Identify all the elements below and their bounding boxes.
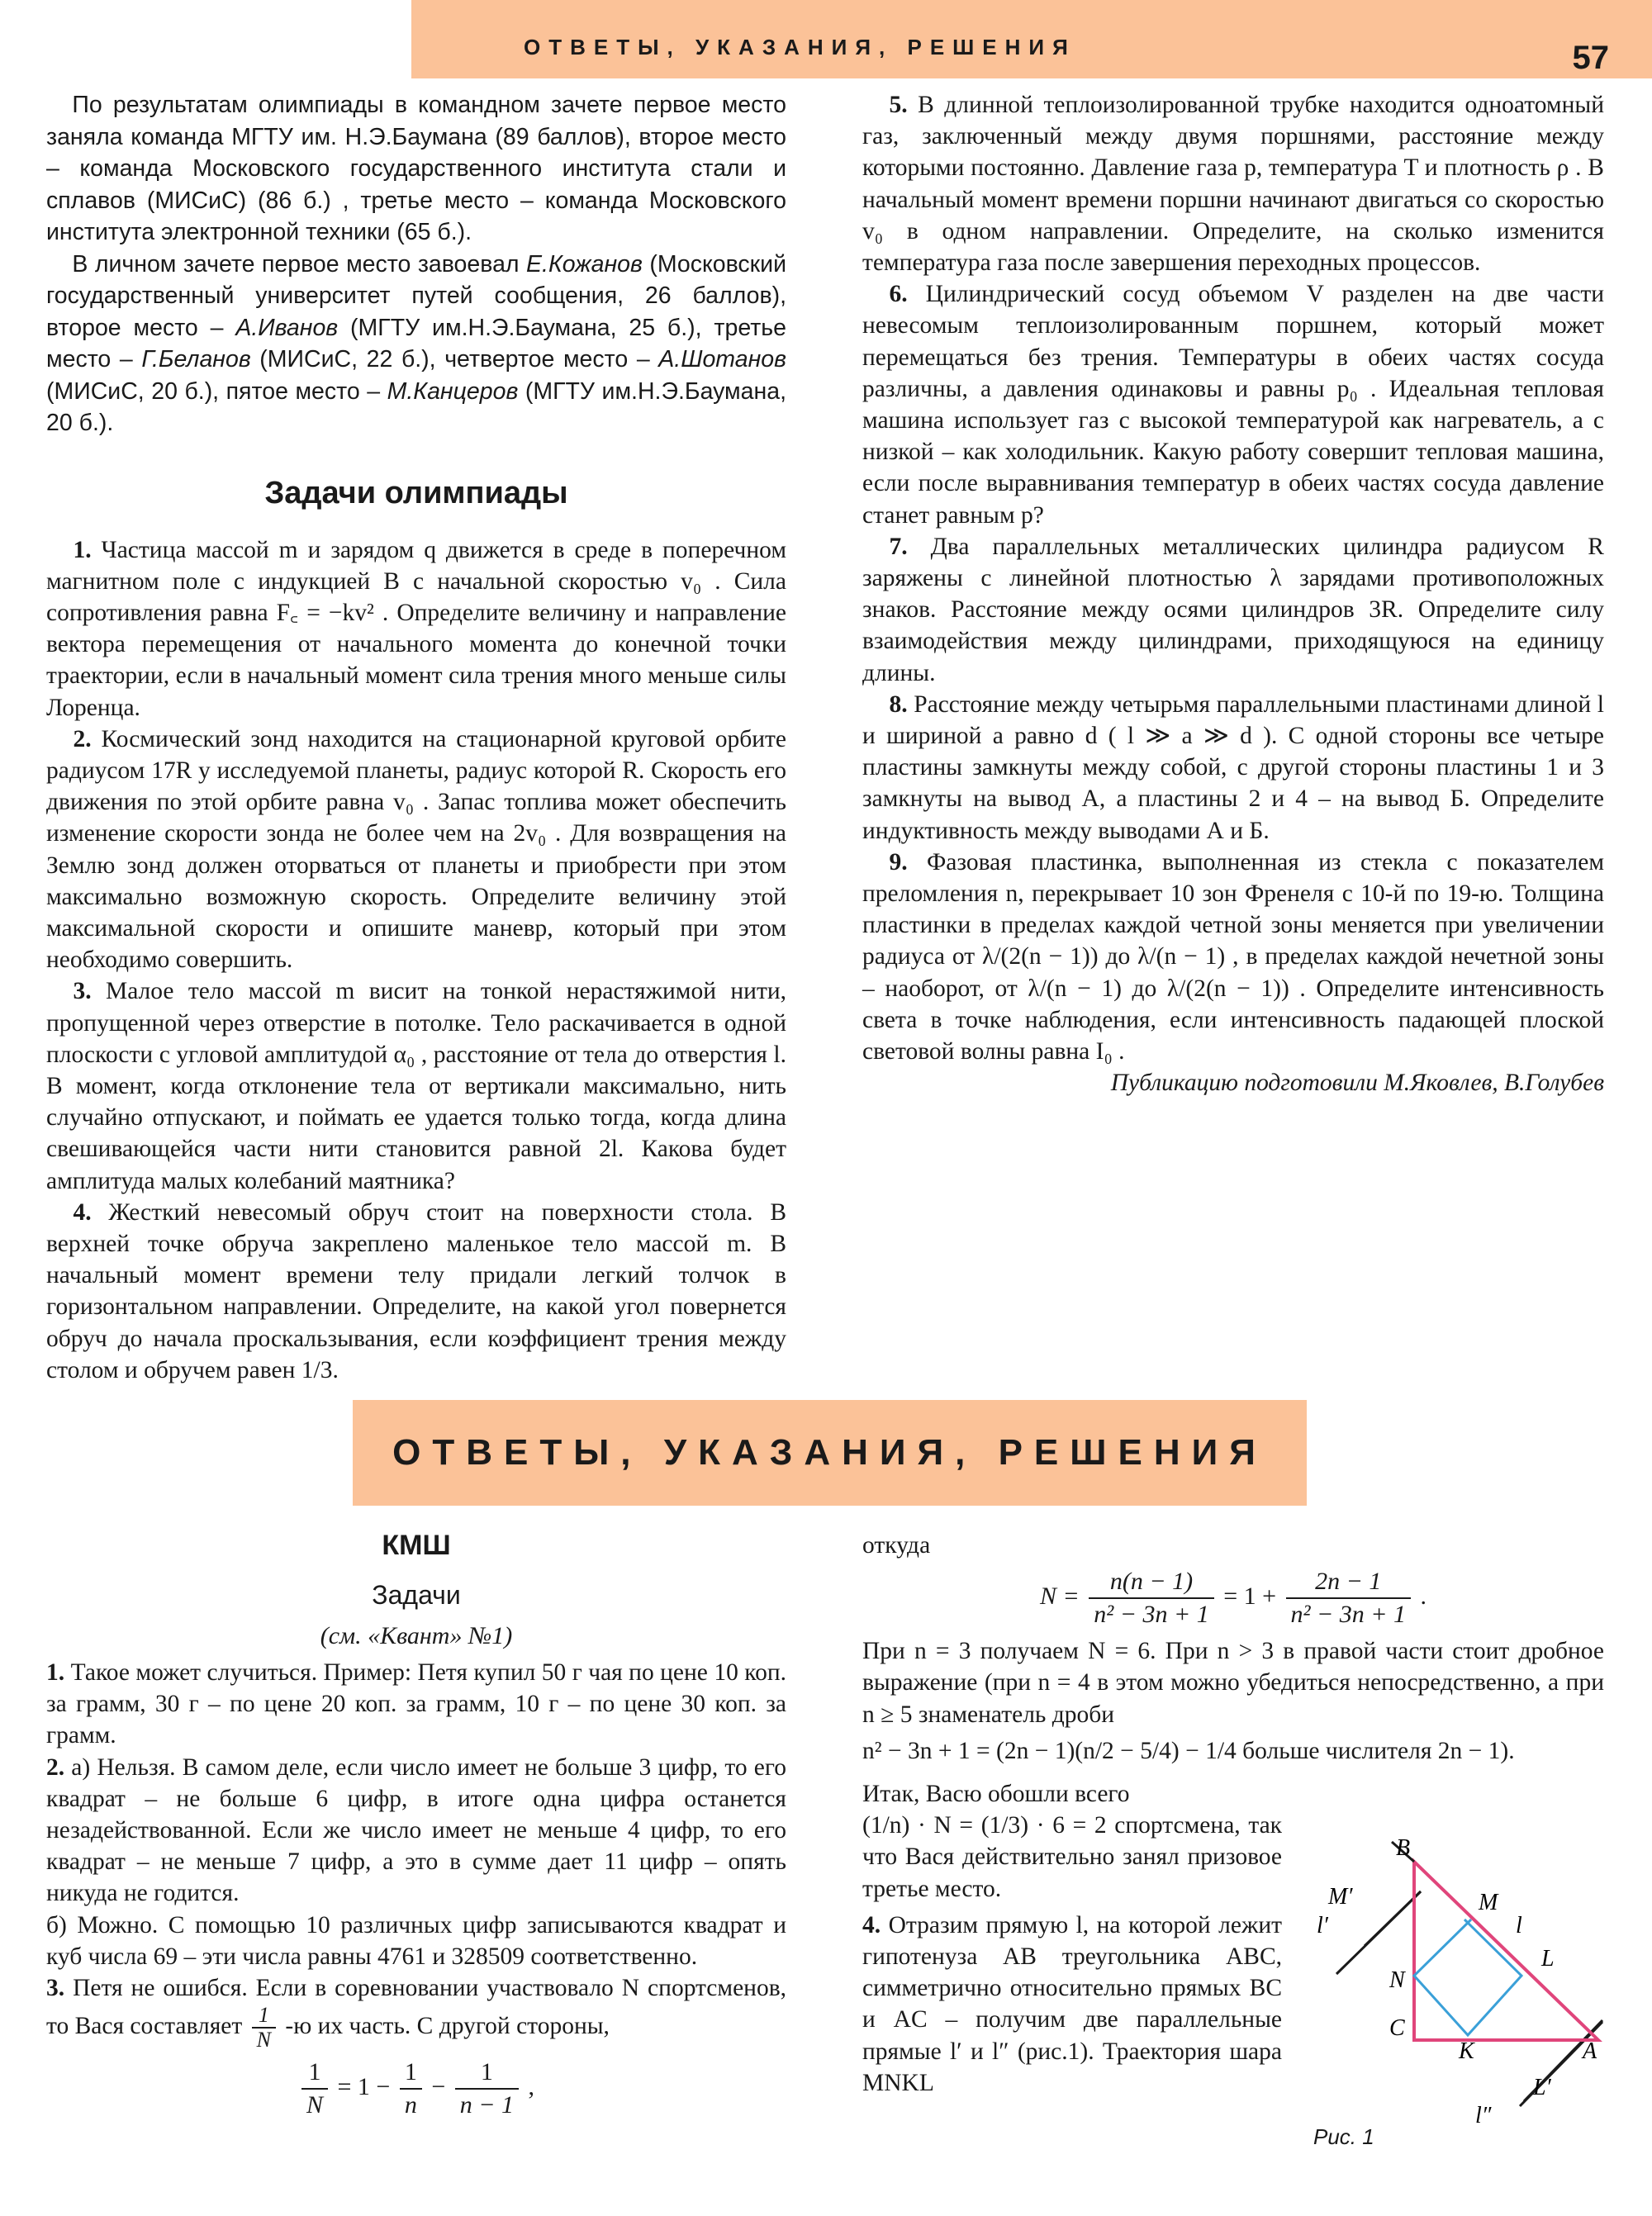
fraction-numerator: 1	[480, 2058, 493, 2086]
problem-number: 1.	[73, 536, 92, 563]
problem-2	[46, 724, 786, 976]
fraction-numerator: n(n − 1)	[1109, 1568, 1194, 1596]
problem-8	[862, 689, 1604, 847]
winner-name: Е.Кожанов	[526, 250, 643, 278]
answer-1	[46, 1657, 786, 1752]
tasks-heading: Задачи	[372, 1580, 461, 1610]
otkuda-text: откуда	[862, 1532, 931, 1559]
answer-2b: б) Можно. С помощью 10 различных цифр записываются квадрат и куб числа 69 – эти числа равны 4761 и 328509 соответственно.	[46, 1911, 786, 1970]
label-K: K	[1459, 2038, 1474, 2064]
problem-text: Фазовая пластинка, выполненная из стекла с показателем преломления n, перекрывает 10 зон Френеля с 10-й по 19-ю. Толщина пластинки в пределах каждой четной зоны меняется при увеличении радиуса от λ/(2(n − 1)) до λ/(n − 1) , в пределах каждой нечетной зоны – наоборот, от λ/(n − 1) до λ/(2(n − 1)) . Определите интенсивность света в точке наблюдения, если интенсивность падающей плоской световой волны равна I₀ .	[862, 848, 1604, 1065]
figure-caption: Рис. 1	[1313, 2124, 1374, 2149]
label-L-prime: L′	[1533, 2075, 1551, 2100]
header-banner	[411, 0, 1652, 78]
problem-text: Жесткий невесомый обруч стоит на поверхности стола. В верхней точке обруча закреплено маленькое тело массой m. В начальный момент времени телу придали легкий толчок в горизонтальном направлении. Определите, на какой угол повернется обруч до начала проскальзывания, если коэффициент трения между столом и обручем равен 1/3.	[46, 1198, 787, 1383]
header-section-title: ОТВЕТЫ, УКАЗАНИЯ, РЕШЕНИЯ	[524, 35, 1076, 59]
results-text: (Московский государственный университет путей сообщения, 26 баллов), второе место –	[46, 250, 786, 341]
fraction	[400, 2057, 422, 2121]
equation-2	[862, 1566, 1604, 1630]
problem-text: Цилиндрический сосуд объемом V разделен на две части невесомым теплоизолированным поршнем, который может перемещаться без трения. Температуры в обеих частях сосуда различны, а давления одинаковы и равны p₀ . Идеальная тепловая машина использует газ с высокой температурой как нагреватель, а с низкой – как холодильник. Какую работу совершит тепловая машина, если после выравнивания температур в обеих частях сосуда давление станет равным p?	[862, 281, 1604, 529]
text-beside-figure	[862, 1778, 1282, 2099]
equation-punctuation: .	[1420, 1583, 1427, 1611]
issue-reference: (см. «Квант» №1)	[320, 1622, 513, 1649]
equation-lhs: N =	[1039, 1583, 1080, 1611]
answer-2a	[46, 1752, 786, 1910]
left-column-upper	[46, 89, 786, 1386]
answer-3-summary: Итак, Васю обошли всего	[862, 1781, 1130, 1808]
fraction-numerator: 1	[404, 2058, 417, 2086]
problem-1	[46, 534, 786, 724]
problem-7	[862, 531, 1604, 689]
fraction	[1089, 1566, 1213, 1630]
problem-text: В длинной теплоизолированной трубке находится одноатомный газ, заключенный между двумя поршнями, расстояние между которыми постоянно. Давление газа p, температура T и плотность ρ . В начальный момент времени поршни начинают двигаться со скоростью v₀ в одном направлении. Определите, на сколько изменится температура газа после завершения переходных процессов.	[862, 92, 1604, 277]
problem-5	[862, 89, 1604, 278]
publication-signature: Публикацию подготовили М.Яковлев, В.Голубев	[1110, 1070, 1604, 1097]
left-column-lower	[46, 1530, 786, 2126]
answer-4	[862, 1910, 1282, 2099]
fraction-denominator: n² − 3n + 1	[1286, 1597, 1411, 1630]
fraction-numerator: 1	[308, 2058, 321, 2086]
answer-3	[46, 1972, 786, 2052]
problem-number: 7.	[889, 533, 908, 560]
winner-name: Г.Беланов	[141, 346, 251, 372]
problem-number: 2.	[73, 725, 92, 752]
answer-number: 4.	[862, 1911, 881, 1938]
results-text: (МГТУ им.Н.Э.Баумана, 20 б.).	[46, 377, 786, 436]
label-M: M	[1479, 1890, 1498, 1915]
answer-number: 3.	[46, 1975, 65, 2002]
fraction-denominator: n − 1	[455, 2088, 519, 2121]
results-text: (МГТУ им.Н.Э.Баумана, 25 б.), третье место –	[46, 314, 786, 372]
problem-text: Частица массой m и зарядом q движется в среде в поперечном магнитном поле с индукцией B с начальной скоростью v₀ . Сила сопротивления равна F꜀ = −kv² . Определите величину и направление вектора перемещения от начального момента до конечной точки траектории, если в начальный момент сила трения много меньше силы Лоренца.	[46, 536, 787, 721]
answer-3-result: (1/n) · N = (1/3) · 6 = 2 спортсмена, так что Вася действительно занял призовое третье место.	[862, 1812, 1282, 1902]
problem-text: Малое тело массой m висит на тонкой нерастяжимой нити, пропущенной через отверстие в потолке. Тело раскачивается в одной плоскости с угловой амплитудой α₀ , расстояние от тела до отверстия l. В момент, когда отклонение тела от вертикали максимально, нить случайно отпускают, и поймать ее удается только тогда, когда длина свешивающейся части нити становится равной 2l. Какова будет амплитуда малых колебаний маятника?	[46, 978, 787, 1194]
results-paragraph-individual	[46, 249, 786, 439]
label-A: A	[1583, 2038, 1597, 2064]
problem-4	[46, 1197, 786, 1386]
label-C: C	[1389, 2015, 1405, 2041]
problem-text: Расстояние между четырьмя параллельными пластинами длиной l и шириной a равно d ( l ≫ a ≫ d ). С одной стороны все четыре пластины замкнуты между собой, с другой стороны пластины 1 и 3 замкнуты на вывод А, а пластины 2 и 4 – на вывод Б. Определите индуктивность между выводами А и Б.	[862, 690, 1605, 844]
label-l: l	[1516, 1913, 1522, 1938]
fraction-denominator: N	[301, 2088, 328, 2121]
line-l-lower	[1520, 2022, 1602, 2106]
equation-punctuation: ,	[528, 2073, 535, 2101]
olympiad-heading: Задачи олимпиады	[264, 475, 568, 510]
problem-6	[862, 278, 1604, 531]
problem-number: 6.	[889, 281, 908, 308]
ball-trajectory	[1414, 1919, 1521, 2035]
problem-number: 5.	[889, 92, 908, 118]
equation-1	[46, 2057, 786, 2121]
results-block	[46, 89, 786, 439]
answers-banner: ОТВЕТЫ, УКАЗАНИЯ, РЕШЕНИЯ	[353, 1400, 1307, 1506]
problem-number: 8.	[889, 690, 908, 718]
winner-name: А.Шотанов	[658, 346, 786, 372]
results-text: В личном зачете первое место завоевал	[72, 250, 527, 278]
equation-operator: = 1 +	[1223, 1583, 1277, 1611]
results-text: (МИСиС, 20 б.), пятое место –	[46, 377, 387, 405]
answer-text: -ю их часть. С другой стороны,	[285, 2013, 610, 2039]
fraction-denominator: N	[252, 2027, 276, 2052]
results-paragraph-team: По результатам олимпиады в командном зачете первое место заняла команда МГТУ им. Н.Э.Баумана (89 баллов), второе место – команда Московского государственного института стали и сплавов (МИСиС) (86 б.) , третье место – команда Московского института электронной техники (65 б.).	[46, 92, 786, 245]
problem-9	[862, 847, 1604, 1067]
results-text: (МИСиС, 22 б.), четвертое место –	[250, 346, 659, 372]
label-L: L	[1541, 1946, 1555, 1972]
fraction-denominator: n	[400, 2088, 422, 2121]
answer-text: а) Нельзя. В самом деле, если число имеет не больше 3 цифр, то его квадрат – не больше 6 цифр, в итоге одна цифра останется незадействованной. Если же число имеет не меньше 4 цифр, то его квадрат – не меньше 7 цифр, а это в сумме дает 11 цифр – опять никуда не годится.	[46, 1753, 786, 1907]
fraction-numerator: 1	[258, 2003, 269, 2028]
label-l-double-prime: l″	[1475, 2103, 1492, 2128]
problem-number: 4.	[73, 1198, 92, 1226]
answer-text: Петя не ошибся. Если в соревновании участвовало N спортсменов, то Вася составляет	[46, 1975, 786, 2039]
fraction-denominator: n² − 3n + 1	[1089, 1597, 1213, 1630]
fraction	[301, 2057, 328, 2121]
fraction-numerator: 2n − 1	[1315, 1568, 1382, 1596]
answer-number: 1.	[46, 1659, 65, 1686]
label-B: B	[1396, 1835, 1411, 1861]
problem-3	[46, 975, 786, 1196]
problem-number: 3.	[73, 978, 92, 1005]
winner-name: А.Иванов	[235, 314, 339, 341]
label-N: N	[1389, 1967, 1405, 1993]
answer-text: Отразим прямую l, на которой лежит гипотенуза AB треугольника ABC, симметрично относительно прямых BC и AC – получим две параллельные прямые l′ и l″ (рис.1). Траектория шара MNKL	[862, 1911, 1283, 2096]
label-l-prime: l′	[1317, 1913, 1328, 1938]
equation-operator: −	[431, 2073, 446, 2101]
equation-operator: = 1 −	[337, 2073, 391, 2101]
triangle-abc	[1414, 1862, 1598, 2040]
right-column-upper	[862, 89, 1604, 1099]
answer-3-continued: При n = 3 получаем N = 6. При n > 3 в правой части стоит дробное выражение (при n = 4 в этом можно убедиться непосредственно, а при n ≥ 5 знаменатель дроби	[862, 1638, 1604, 1728]
kmsh-heading: КМШ	[382, 1530, 451, 1561]
fraction	[1286, 1566, 1411, 1630]
answer-number: 2.	[46, 1753, 65, 1781]
page-number: 57	[1572, 40, 1609, 76]
winner-name: М.Канцеров	[387, 377, 519, 405]
problem-number: 9.	[889, 848, 908, 875]
answer-text: Такое может случиться. Пример: Петя купил 50 г чая по цене 10 коп. за грамм, 30 г – по цене 20 коп. за грамм, 10 г – по цене 30 коп. за грамм.	[46, 1659, 786, 1749]
problem-text: Два параллельных металлических цилиндра радиусом R заряжены с линейной плотностью λ зарядами противоположных знаков. Расстояние между осями цилиндров 3R. Определите силу взаимодействия между цилиндрами, приходящуюся на единицу длины.	[862, 533, 1604, 686]
label-M-prime: M′	[1328, 1884, 1353, 1910]
answer-3-inequality: n² − 3n + 1 = (2n − 1)(n/2 − 5/4) − 1/4 больше числителя 2n − 1).	[862, 1737, 1515, 1764]
problem-text: Космический зонд находится на стационарной круговой орбите радиусом 17R у исследуемой планеты, радиус которой R. Скорость его движения по этой орбите равна v₀ . Запас топлива может обеспечить изменение скорости зонда не более чем на 2v₀ . Для возвращения на Землю зонд должен оторваться от планеты и приобрести при этом максимально возможную скорость. Определите величину этой максимальной скорости и опишите маневр, который при этом необходимо совершить.	[46, 725, 786, 974]
fraction	[252, 2004, 276, 2052]
fraction	[455, 2057, 519, 2121]
